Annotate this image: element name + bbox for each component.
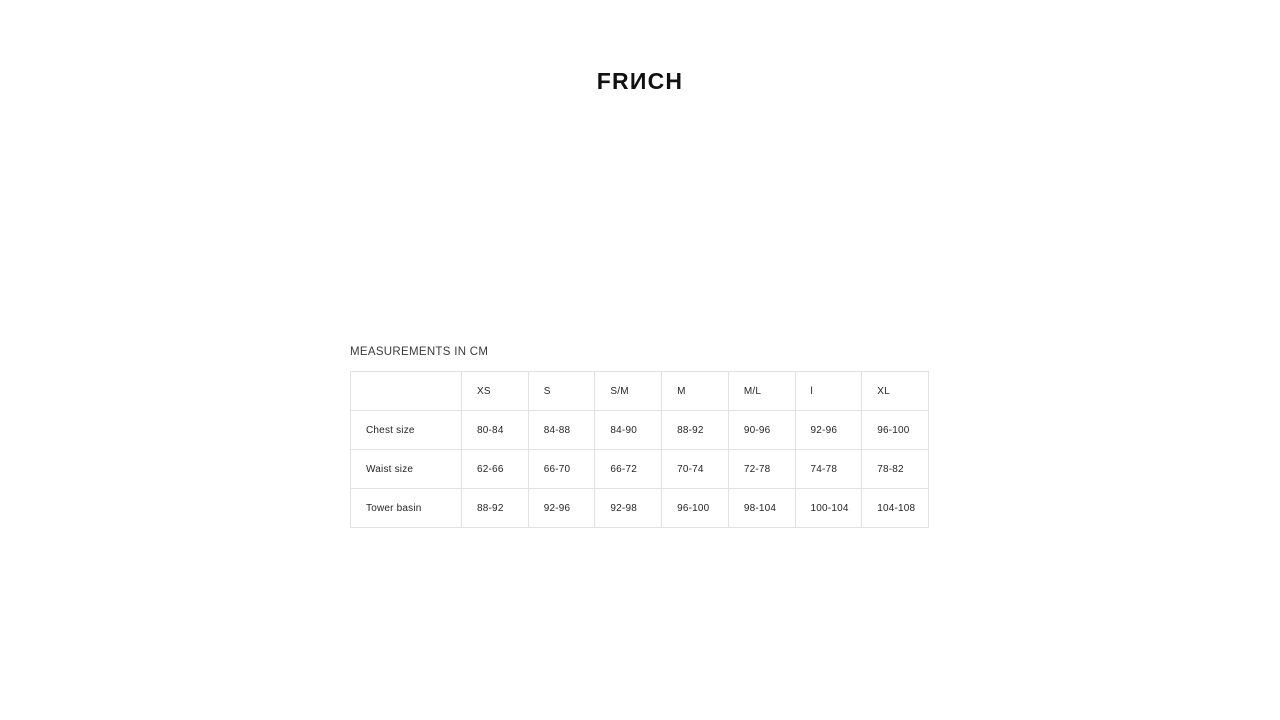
- cell-waist-l: 74-78: [795, 450, 862, 489]
- cell-tower-sm: 92-98: [595, 489, 662, 528]
- cell-waist-m: 70-74: [662, 450, 729, 489]
- table-row: [351, 489, 929, 528]
- size-chart-section: [350, 346, 930, 528]
- column-header-sm: S/M: [595, 372, 662, 411]
- brand-logo: FRИCH: [596, 68, 684, 94]
- cell-tower-s: 92-96: [528, 489, 595, 528]
- cell-chest-m: 88-92: [662, 411, 729, 450]
- cell-chest-xl: 96-100: [862, 411, 929, 450]
- size-chart-table: [350, 371, 929, 528]
- cell-chest-s: 84-88: [528, 411, 595, 450]
- column-header-l: l: [795, 372, 862, 411]
- cell-tower-xs: 88-92: [462, 489, 529, 528]
- cell-chest-sm: 84-90: [595, 411, 662, 450]
- cell-tower-m: 96-100: [662, 489, 729, 528]
- column-header-m: M: [662, 372, 729, 411]
- column-header-xl: XL: [862, 372, 929, 411]
- table-row: [351, 411, 929, 450]
- cell-tower-ml: 98-104: [728, 489, 795, 528]
- table-header-row: [351, 372, 929, 411]
- cell-chest-xs: 80-84: [462, 411, 529, 450]
- size-chart-caption: MEASUREMENTS IN CM: [350, 346, 489, 358]
- column-header-s: S: [528, 372, 595, 411]
- row-label-chest: Chest size: [351, 411, 462, 450]
- cell-chest-ml: 90-96: [728, 411, 795, 450]
- cell-chest-l: 92-96: [795, 411, 862, 450]
- cell-waist-sm: 66-72: [595, 450, 662, 489]
- table-corner-cell: [351, 372, 462, 411]
- row-label-tower-basin: Tower basin: [351, 489, 462, 528]
- row-label-waist: Waist size: [351, 450, 462, 489]
- cell-waist-xl: 78-82: [862, 450, 929, 489]
- cell-tower-xl: 104-108: [862, 489, 929, 528]
- table-row: [351, 450, 929, 489]
- cell-waist-s: 66-70: [528, 450, 595, 489]
- cell-tower-l: 100-104: [795, 489, 862, 528]
- column-header-ml: M/L: [728, 372, 795, 411]
- cell-waist-xs: 62-66: [462, 450, 529, 489]
- column-header-xs: XS: [462, 372, 529, 411]
- cell-waist-ml: 72-78: [728, 450, 795, 489]
